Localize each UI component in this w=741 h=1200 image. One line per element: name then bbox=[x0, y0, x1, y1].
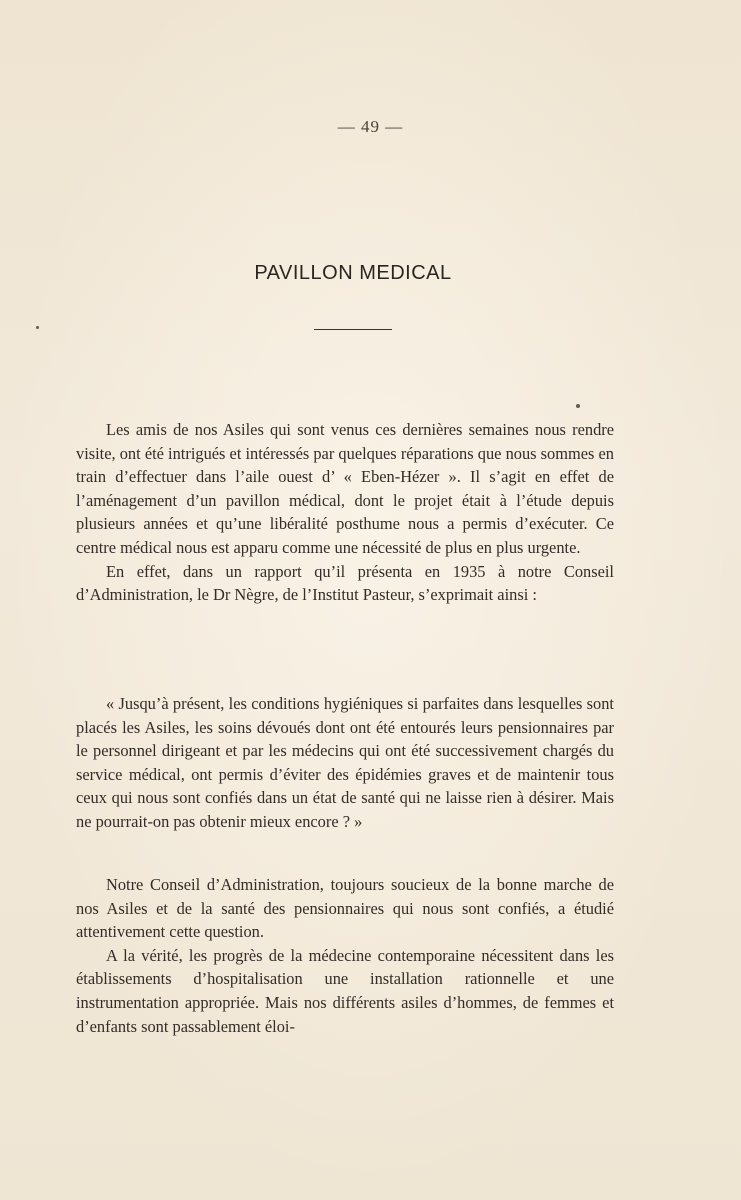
paragraph-medicine: A la vérité, les progrès de la médecine contemporaine nécessitent dans les établissements d’hospitalisation une installation rationnelle et une instrumentation appropriée. Mais nos différents asiles d’hommes, de femmes et d’enfants sont passablement éloi- bbox=[76, 945, 614, 1036]
paragraph-council: Notre Conseil d’Administration, toujours soucieux de la bonne marche de nos Asiles et de la santé des pensionnaires qui nous sont confiés, a étudié attentivement cette question. bbox=[76, 875, 614, 942]
paragraph-report: En effet, dans un rapport qu’il présenta en 1935 à notre Conseil d’Administration, le Dr Nègre, de l’Institut Pasteur, s’exprimait ainsi : bbox=[76, 561, 614, 605]
ink-speck bbox=[36, 326, 39, 329]
page-number: — 49 — bbox=[337, 117, 404, 136]
conclusion-text-block bbox=[76, 873, 614, 1038]
paragraph-visit: Les amis de nos Asiles qui sont venus ces dernières semaines nous rendre visite, ont été intrigués et intéressés par quelques réparations que nous sommes en train d’effectuer dans l’aile ouest d’ « Eben-Hézer ». Il s’agit en effet de l’aménagement d’un pavillon médical, dont le projet était à l’étude depuis plusieurs années et qu’une libéralité posthume nous a permis d’exécuter. Ce centre médical nous est apparu comme une nécessité de plus en plus urgente. bbox=[76, 420, 614, 557]
title-divider bbox=[314, 329, 392, 330]
quote-block bbox=[76, 692, 614, 834]
quoted-paragraph: « Jusqu’à présent, les conditions hygiéniques si parfaites dans lesquelles sont placés les Asiles, les soins dévoués dont ont été entourés leurs pensionnaires par le personnel dirigeant et par les médecins qui ont été successivement chargés du service médical, ont permis d’éviter des épidémies graves et de maintenir tous ceux qui nous sont confiés dans un état de santé qui ne laisse rien à désirer. Mais ne pourrait-on pas obtenir mieux encore ? » bbox=[76, 694, 614, 831]
ink-speck bbox=[576, 404, 580, 408]
page-title: PAVILLON MEDICAL bbox=[254, 262, 452, 284]
intro-text-block bbox=[76, 418, 614, 607]
